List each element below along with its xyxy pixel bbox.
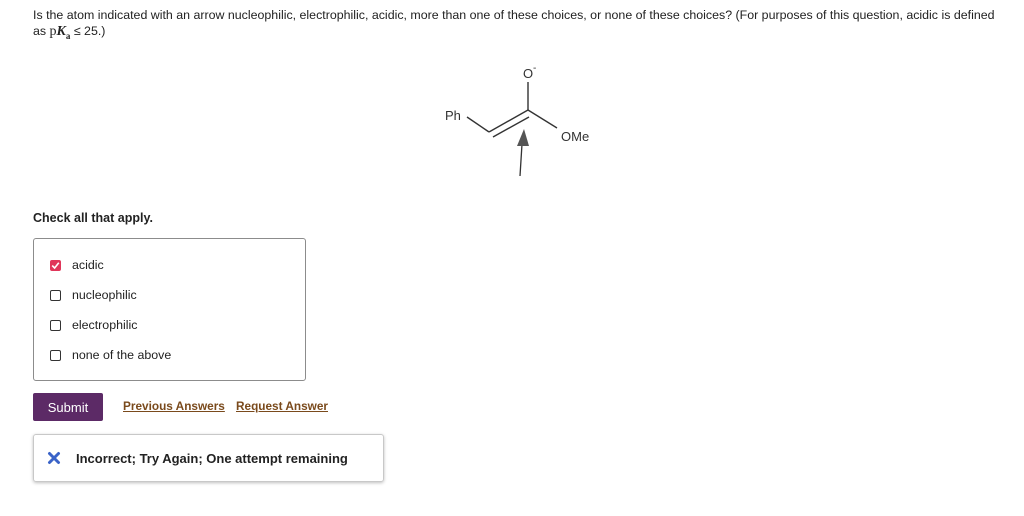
answer-options-box bbox=[33, 238, 306, 381]
ph-label: Ph bbox=[445, 108, 461, 123]
ph-bond bbox=[467, 117, 489, 132]
previous-answers-link[interactable]: Previous Answers bbox=[123, 399, 225, 413]
negative-charge: - bbox=[533, 63, 537, 74]
checkbox-icon[interactable] bbox=[50, 350, 61, 361]
checkbox-icon[interactable] bbox=[50, 290, 61, 301]
option-none-of-the-above[interactable] bbox=[50, 347, 171, 363]
ome-label: OMe bbox=[561, 129, 590, 144]
check-all-heading: Check all that apply. bbox=[33, 211, 153, 225]
question-text bbox=[33, 7, 1008, 44]
molecule-diagram bbox=[430, 58, 620, 183]
checkbox-icon[interactable] bbox=[50, 260, 61, 271]
request-answer-link[interactable]: Request Answer bbox=[236, 399, 328, 413]
question-threshold: ≤ 25.) bbox=[70, 24, 106, 38]
option-label: electrophilic bbox=[72, 318, 138, 332]
option-nucleophilic[interactable] bbox=[50, 287, 137, 303]
option-acidic[interactable] bbox=[50, 257, 104, 273]
oxygen-label: O bbox=[523, 66, 534, 81]
option-label: acidic bbox=[72, 258, 104, 272]
x-mark-icon bbox=[47, 451, 61, 465]
arrow-head bbox=[517, 129, 529, 146]
option-label: none of the above bbox=[72, 348, 172, 362]
option-label: nucleophilic bbox=[72, 288, 137, 302]
feedback-text: Incorrect; Try Again; One attempt remaining bbox=[76, 450, 348, 466]
arrow-shaft bbox=[520, 144, 522, 176]
submit-button[interactable]: Submit bbox=[33, 393, 103, 421]
checkbox-icon[interactable] bbox=[50, 320, 61, 331]
question-body: Is the atom indicated with an arrow nucleophilic, electrophilic, acidic, more than one of these choices, or none of these choices? (For purposes of this question, acidic is defined as bbox=[33, 8, 995, 38]
checkmark-icon bbox=[51, 261, 60, 270]
c-ome-bond bbox=[528, 110, 557, 128]
option-electrophilic[interactable] bbox=[50, 317, 137, 333]
feedback-banner bbox=[33, 434, 384, 482]
pka-symbol: $pK_a$ bbox=[49, 24, 71, 41]
